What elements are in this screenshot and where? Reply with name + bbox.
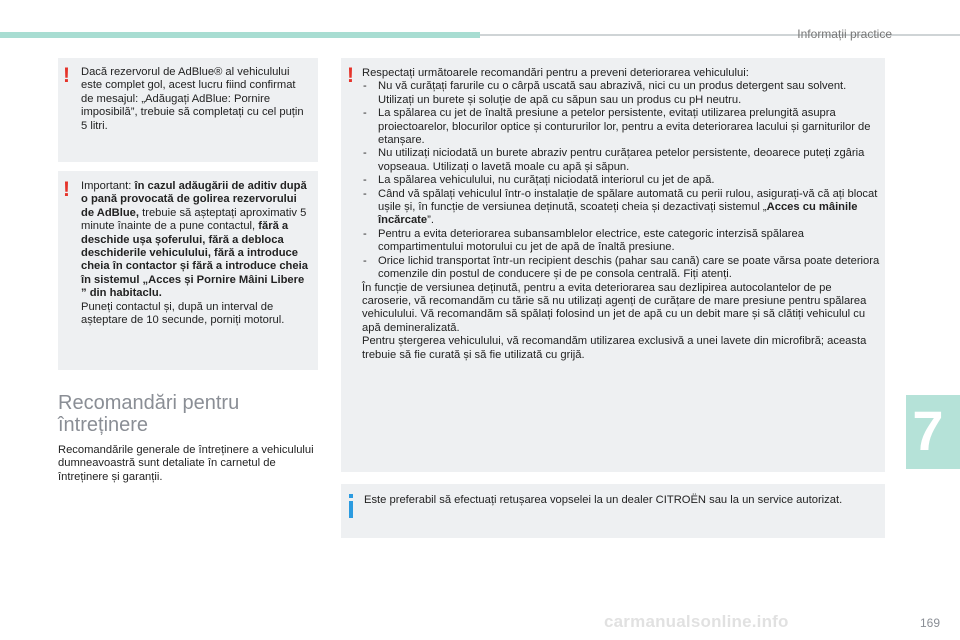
washing-paragraph-1: În funcție de versiunea deținută, pentru a evita deteriorarea sau dezlipirea autocolantelor de pe caroserie, vă recomandăm cu tărie să nu utilizați agenți de curățare de mare presiune pentru spălarea vehiculului. Vă recomandăm să spălați folosind un jet de apă cu un debit mare și să clătiți vehiculul cu apă demineralizată. <box>362 281 867 334</box>
maintenance-heading: Recomandări pentru întreținere <box>58 392 240 436</box>
important-text-2: Puneți contactul și, după un interval de așteptare de 10 secunde, porniți motorul. <box>81 300 285 327</box>
page-number: 169 <box>919 616 940 630</box>
warning-icon: ! <box>347 64 354 87</box>
important-bold-1: în cazul adăugării de aditiv după o pană provocată de golirea rezervorului de AdBlue, <box>81 180 307 219</box>
list-item-bold: Acces cu mâinile încărcate <box>378 201 858 227</box>
list-item: - Orice lichid transportat într-un recipient deschis (pahar sau cană) care se poate vărsa poate deteriora comenzile din postul de conducere și de pe consola centrală. Fiți atenți. <box>362 255 882 282</box>
info-text: Este preferabil să efectuați retușarea vopselei la un dealer CITROËN sau la un service autorizat. <box>364 494 843 506</box>
maintenance-paragraph: Recomandările generale de întreținere a vehiculului dumneavoastră sunt detaliate în carnetul de întreținere și garanții. <box>58 444 314 483</box>
warning-box-washing <box>341 58 885 472</box>
header-accent-bar <box>0 32 480 38</box>
washing-list <box>362 80 882 281</box>
warning-icon: ! <box>63 178 70 201</box>
section-title: Informații practice <box>797 27 892 41</box>
warning-icon: ! <box>63 64 70 87</box>
chapter-number: 7 <box>912 399 944 462</box>
important-bold-2: fără a deschide ușa șoferului, fără a debloca deschiderile vehiculului, fără a introduce cheia în contactor și fără a introduce cheia în sistemul „Acces și Pornire Mâini Libere ” din habitaclu. <box>81 220 308 300</box>
washing-paragraph-2: Pentru ștergerea vehiculului, vă recomandăm utilizarea exclusivă a unei lavete din microfibră; aceasta trebuie să fie curată și să fie utilizată cu grijă. <box>362 335 867 361</box>
washing-intro: Respectați următoarele recomandări pentru a preveni deteriorarea vehiculului: <box>362 67 749 79</box>
important-text-1: trebuie să așteptați aproximativ 5 minute înainte de a pune contactul, <box>81 206 307 233</box>
list-item: - La spălarea vehiculului, nu curățați niciodată interiorul cu jet de apă. <box>362 174 882 187</box>
list-item-text-end: ”. <box>427 214 434 227</box>
list-item: - La spălarea cu jet de înaltă presiune a petelor persistente, evitați utilizarea prelungită asupra proiectoarelor, blocurilor optice și contururilor lor, pentru a evita deteriorarea lacului și garniturilor de etanșare. <box>362 107 882 147</box>
washing-text <box>362 67 882 362</box>
warning-box-adblue-empty <box>58 58 318 162</box>
list-item: - Pentru a evita deteriorarea subansamblelor electrice, este categoric interzisă spălarea compartimentului motorului cu jet de apă de înaltă presiune. <box>362 228 882 255</box>
warning-box-adblue-important <box>58 171 318 370</box>
important-label: Important: <box>81 180 135 192</box>
list-item-text: Când vă spălați vehiculul într-o instalație de spălare automată cu perii rulou, asigurați-vă că ați blocat ușile și, în funcție de versiunea deținută, scoateți cheia și dezactivați sistemul „ <box>378 187 878 214</box>
warning-text: Dacă rezervorul de AdBlue® al vehiculului este complet gol, acest lucru fiind confirmat de mesajul: „Adăugați AdBlue: Pornire imposibilă”, trebuie să completați cu cel puțin 5 litri. <box>81 66 304 132</box>
info-icon <box>349 494 353 514</box>
list-item: - Nu vă curățați farurile cu o cârpă uscată sau abrazivă, nici cu un produs detergent sau solvent. Utilizați un burete și soluție de apă cu săpun sau un produs cu pH neutru. <box>362 80 882 107</box>
warning-text <box>81 180 311 327</box>
list-item: - Nu utilizați niciodată un burete abraziv pentru curățarea petelor persistente, deoarece puteți zgâria vopseaua. Utilizați o lavetă moale cu apă și săpun. <box>362 147 882 174</box>
watermark: carmanualsonline.info <box>604 612 789 631</box>
list-item <box>362 188 882 228</box>
info-box-touchup <box>341 484 885 538</box>
